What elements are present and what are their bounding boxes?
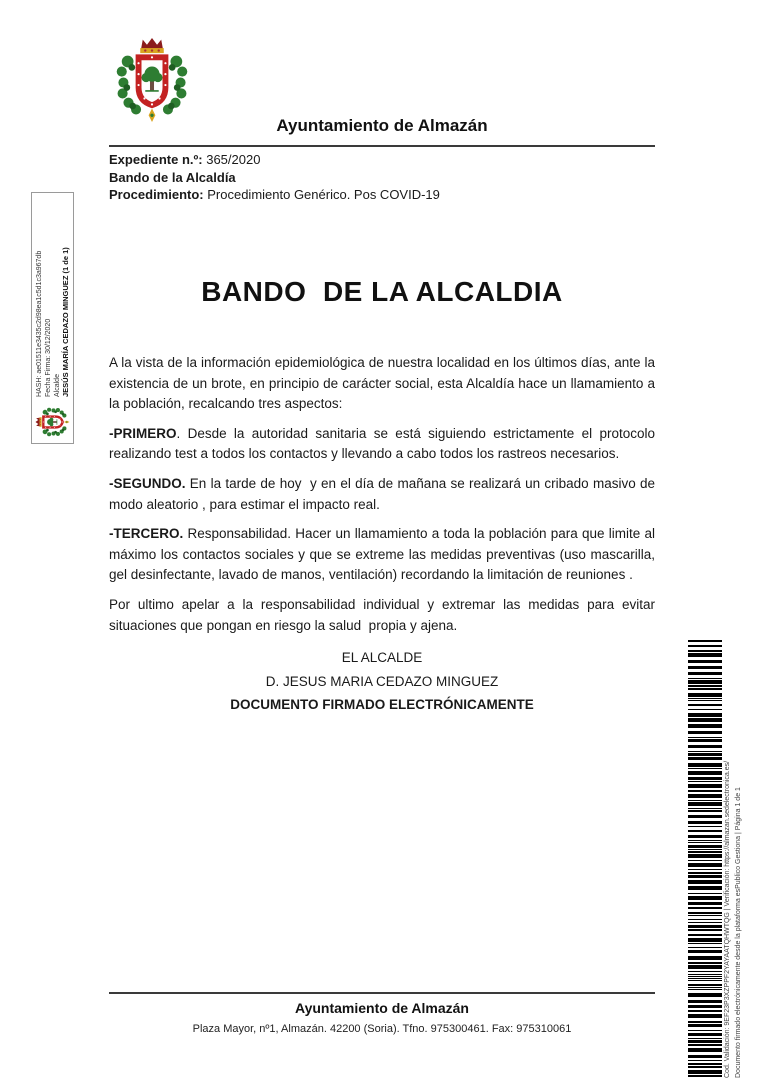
document-body [109, 353, 659, 717]
almazan-coat-of-arms-icon [110, 36, 194, 124]
stamp-date: Fecha Firma: 30/12/2020 [44, 318, 52, 397]
stamp-hash: HASH: ae01511e3435c2d98ea1c5d1c3a967db [36, 250, 44, 397]
point-primero-text: . Desde la autoridad sanitaria se está siguiendo estrictamente el protocolo realizando test a todos los contactos y llevando a cabo todos los rastreos necesarios. [109, 425, 659, 462]
footer-organization: Ayuntamiento de Almazán [295, 1000, 469, 1016]
organization-heading: Ayuntamiento de Almazán [276, 116, 488, 135]
validation-code-line: Cod. Validación: 9EF23P3XZPPF2YAYAATQHWTQG | Verificación: https://almazan.sedelectronica.es/ [724, 760, 731, 1078]
point-primero [109, 424, 659, 465]
closing-paragraph: Por ultimo apelar a la responsabilidad individual y extremar las medidas para evitar situaciones que pongan en riesgo la salud propia y ajena. [109, 596, 659, 633]
stamp-coat-of-arms-icon [34, 405, 71, 439]
footer-divider [109, 992, 655, 994]
barcode [688, 640, 722, 1078]
validation-rotated-text [723, 640, 747, 1078]
signer-name: D. JESUS MARIA CEDAZO MINGUEZ [265, 673, 499, 689]
expediente-value: 365/2020 [202, 152, 261, 167]
point-segundo-label: -SEGUNDO. [109, 475, 186, 491]
footer-address: Plaza Mayor, nº1, Almazán. 42200 (Soria). Tfno. 975300461. Fax: 975310061 [192, 1023, 572, 1035]
page-footer [109, 992, 655, 1035]
validation-platform-line: Documento firmado electrónicamente desde la plataforma esPublico Gestiona | Página 1 de 1 [734, 787, 742, 1078]
subject-text: Bando de la Alcaldía [109, 169, 236, 185]
expediente-label: Expediente n.º: [109, 152, 203, 167]
signer-role: EL ALCALDE [341, 650, 423, 666]
point-segundo-text: En la tarde de hoy y en el día de mañana se realizará un cribado masivo de modo aleatorio , para estimar el impacto real. [109, 475, 659, 512]
file-metadata-block [109, 151, 655, 204]
signature-stamp [31, 192, 74, 444]
stamp-text-block [34, 247, 70, 397]
intro-paragraph: A la vista de la información epidemiológica de nuestra localidad en los últimos días, ante la existencia de un brote, en principio de carácter social, esta Alcaldía hace un llamamiento a la población, recalcando tres aspectos: [109, 355, 659, 412]
point-primero-label: -PRIMERO [109, 425, 177, 441]
stamp-signer-name: JESÚS MARÍA CEDAZO MINGUEZ (1 de 1) [61, 247, 71, 397]
subject-line [109, 169, 655, 187]
signature-block [109, 646, 655, 717]
procedure-label: Procedimiento: [109, 187, 204, 202]
procedure-line [109, 186, 655, 204]
electronic-signature-note: DOCUMENTO FIRMADO ELECTRÓNICAMENTE [230, 697, 534, 713]
document-title: BANDO DE LA ALCALDIA [201, 276, 563, 307]
stamp-role: Alcalde [53, 374, 61, 397]
point-tercero [109, 524, 659, 586]
point-tercero-label: -TERCERO. [109, 526, 184, 542]
point-segundo [109, 474, 659, 515]
expediente-line [109, 151, 655, 169]
procedure-value: Procedimiento Genérico. Pos COVID-19 [203, 187, 440, 202]
signature-stamp-rotated-content [32, 193, 73, 443]
header-divider [109, 145, 655, 147]
validation-strip [723, 640, 747, 1078]
point-tercero-text: Responsabilidad. Hacer un llamamiento a toda la población para que limite al máximo los contactos sociales y que se extreme las medidas preventivas (uso mascarilla, gel desinfectante, lavado de manos, ventilación) recordando la limitación de reuniones . [109, 526, 659, 583]
